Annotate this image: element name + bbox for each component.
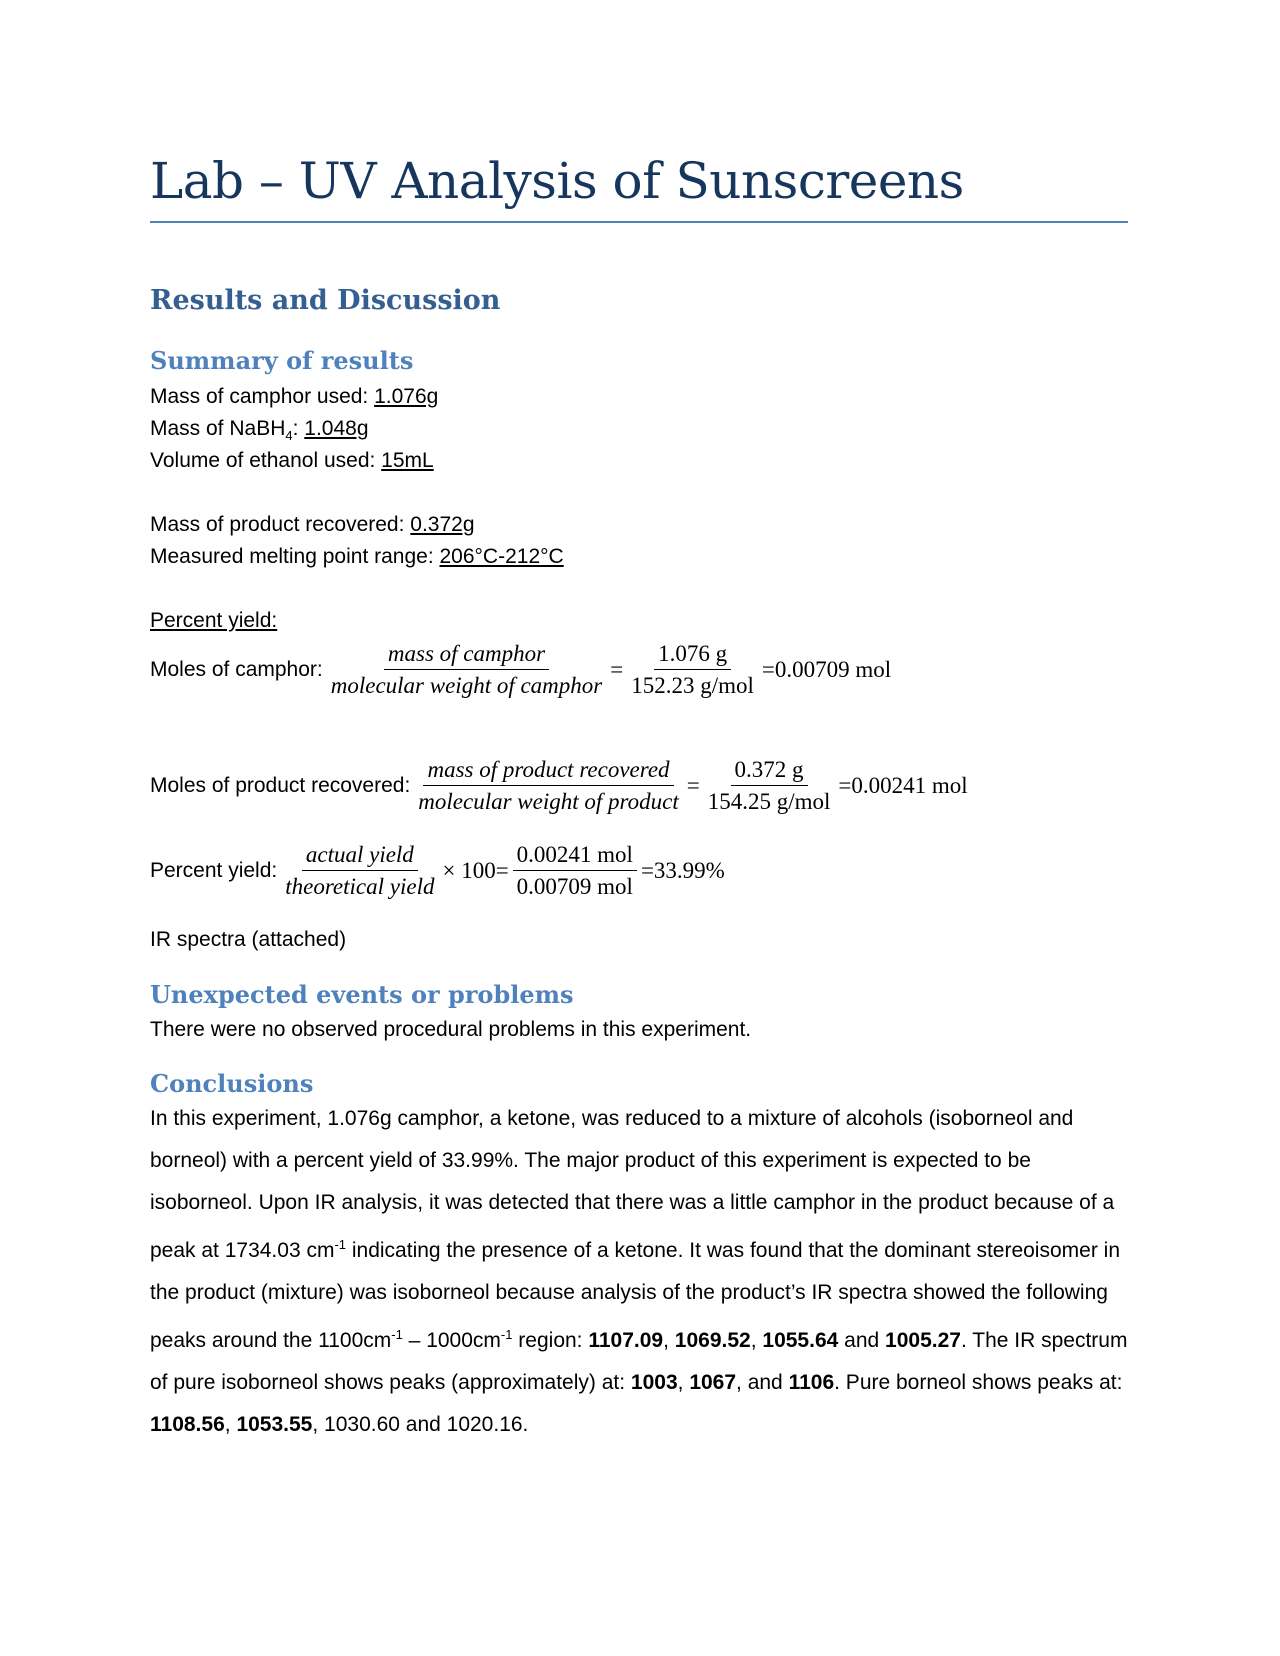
moles-camphor-denominator-1: molecular weight of camphor xyxy=(330,673,603,698)
nabh4-mass-line xyxy=(150,416,369,449)
moles-camphor-equation xyxy=(150,640,891,699)
percent-yield-numerator-2: 0.00241 mol xyxy=(513,841,637,871)
peak-value-1: 1107.09 xyxy=(588,1329,664,1352)
moles-product-fraction-1 xyxy=(414,756,682,815)
moles-product-equation xyxy=(150,756,968,815)
moles-camphor-numerator-1: mass of camphor xyxy=(384,640,549,670)
section-heading: Results and Discussion xyxy=(150,285,501,316)
peak-value-4: 1005.27 xyxy=(885,1329,961,1352)
moles-camphor-result: =0.00709 mol xyxy=(761,656,892,682)
moles-product-equals: = xyxy=(686,772,700,798)
unexpected-heading: Unexpected events or problems xyxy=(150,980,574,1009)
document-title: Lab – UV Analysis of Sunscreens xyxy=(150,152,964,210)
borneol-peak-2: 1053.55 xyxy=(236,1413,313,1436)
unexpected-text: There were no observed procedural problems in this experiment. xyxy=(150,1018,752,1041)
conclusions-text-5: . The IR spectrum of pure isoborneol shows peaks (approximately) at: xyxy=(150,1329,1128,1394)
ir-spectra-note: IR spectra (attached) xyxy=(150,928,347,951)
moles-product-fraction-2 xyxy=(704,756,835,815)
moles-camphor-fraction-2 xyxy=(627,640,758,699)
conclusions-paragraph xyxy=(150,1098,1135,1446)
melting-point-label: Measured melting point range: xyxy=(150,545,440,568)
percent-yield-denominator-2: 0.00709 mol xyxy=(516,874,633,899)
separator-6: , xyxy=(224,1413,237,1436)
moles-product-label: Moles of product recovered: xyxy=(150,773,411,797)
conclusions-text-3: – 1000cm xyxy=(402,1329,501,1352)
nabh4-label: Mass of NaBH xyxy=(150,417,286,440)
borneol-peak-1: 1108.56 xyxy=(150,1413,225,1436)
nabh4-colon: : xyxy=(292,417,305,440)
wavenumber-unit-sup-3: -1 xyxy=(500,1327,513,1342)
moles-camphor-fraction-1 xyxy=(327,640,607,699)
moles-product-denominator-2: 154.25 g/mol xyxy=(707,789,831,814)
wavenumber-unit-sup-1: -1 xyxy=(334,1237,347,1252)
melting-point-line xyxy=(150,544,564,570)
separator-3: and xyxy=(838,1329,886,1352)
product-mass-line xyxy=(150,512,475,538)
separator-5: , and xyxy=(736,1371,789,1394)
conclusions-text-6: . Pure borneol shows peaks at: xyxy=(834,1371,1123,1394)
moles-product-numerator-2: 0.372 g xyxy=(731,756,808,786)
percent-yield-result: =33.99% xyxy=(640,857,725,883)
nabh4-mass-value: 1.048g xyxy=(304,417,369,440)
percent-yield-multiplier: × 100= xyxy=(442,857,509,883)
conclusions-text-4: region: xyxy=(512,1329,589,1352)
moles-product-numerator-1: mass of product recovered xyxy=(423,756,673,786)
peak-value-3: 1055.64 xyxy=(762,1329,839,1352)
isoborneol-peak-1: 1003 xyxy=(630,1371,678,1394)
moles-camphor-numerator-2: 1.076 g xyxy=(654,640,731,670)
moles-product-denominator-1: molecular weight of product xyxy=(418,789,679,814)
camphor-mass-value: 1.076g xyxy=(374,385,439,408)
nabh4-subscript: 4 xyxy=(285,428,293,444)
isoborneol-peak-2: 1067 xyxy=(689,1371,737,1394)
peak-value-2: 1069.52 xyxy=(674,1329,751,1352)
wavenumber-unit-sup-2: -1 xyxy=(391,1327,403,1342)
percent-yield-numerator-1: actual yield xyxy=(302,841,418,871)
separator-1: , xyxy=(663,1329,675,1352)
melting-point-value: 206°C-212°C xyxy=(439,545,564,568)
moles-product-result: =0.00241 mol xyxy=(838,772,968,798)
camphor-mass-label: Mass of camphor used: xyxy=(150,385,375,408)
conclusions-text-1: In this experiment, 1.076g camphor, a ketone, was reduced to a mixture of alcohols (isoborneol and borneol) with a percent yield of 33.99%. The major product of this experiment is expected to be isoborneol. Upon IR analysis, it was detected that there was a little camphor in the product because of a peak at 1734.03 cm xyxy=(150,1107,1115,1262)
conclusions-text-7: , 1030.60 and 1020.16. xyxy=(312,1413,529,1436)
product-mass-value: 0.372g xyxy=(410,513,475,536)
percent-yield-fraction-1 xyxy=(281,841,438,900)
ethanol-label: Volume of ethanol used: xyxy=(150,449,382,472)
separator-4: , xyxy=(677,1371,690,1394)
ethanol-volume-value: 15mL xyxy=(381,449,434,472)
title-underline xyxy=(150,221,1128,223)
percent-yield-fraction-2 xyxy=(513,841,637,900)
camphor-mass-line xyxy=(150,384,438,410)
percent-yield-label: Percent yield: xyxy=(150,858,278,882)
percent-yield-heading: Percent yield: xyxy=(150,609,278,632)
isoborneol-peak-3: 1106 xyxy=(788,1371,835,1394)
conclusions-text-2: indicating the presence of a ketone. It was found that the dominant stereoisomer in the product (mixture) was isoborneol because analysis of the product’s IR spectra showed the following peaks around the 1100cm xyxy=(150,1239,1120,1352)
conclusions-heading: Conclusions xyxy=(150,1069,314,1098)
ethanol-volume-line xyxy=(150,448,434,474)
separator-2: , xyxy=(750,1329,763,1352)
summary-heading: Summary of results xyxy=(150,346,414,375)
product-mass-label: Mass of product recovered: xyxy=(150,513,411,536)
moles-camphor-denominator-2: 152.23 g/mol xyxy=(631,673,754,698)
percent-yield-denominator-1: theoretical yield xyxy=(285,874,435,899)
moles-camphor-label: Moles of camphor: xyxy=(150,657,323,681)
moles-camphor-equals: = xyxy=(610,656,624,682)
percent-yield-equation xyxy=(150,841,725,900)
